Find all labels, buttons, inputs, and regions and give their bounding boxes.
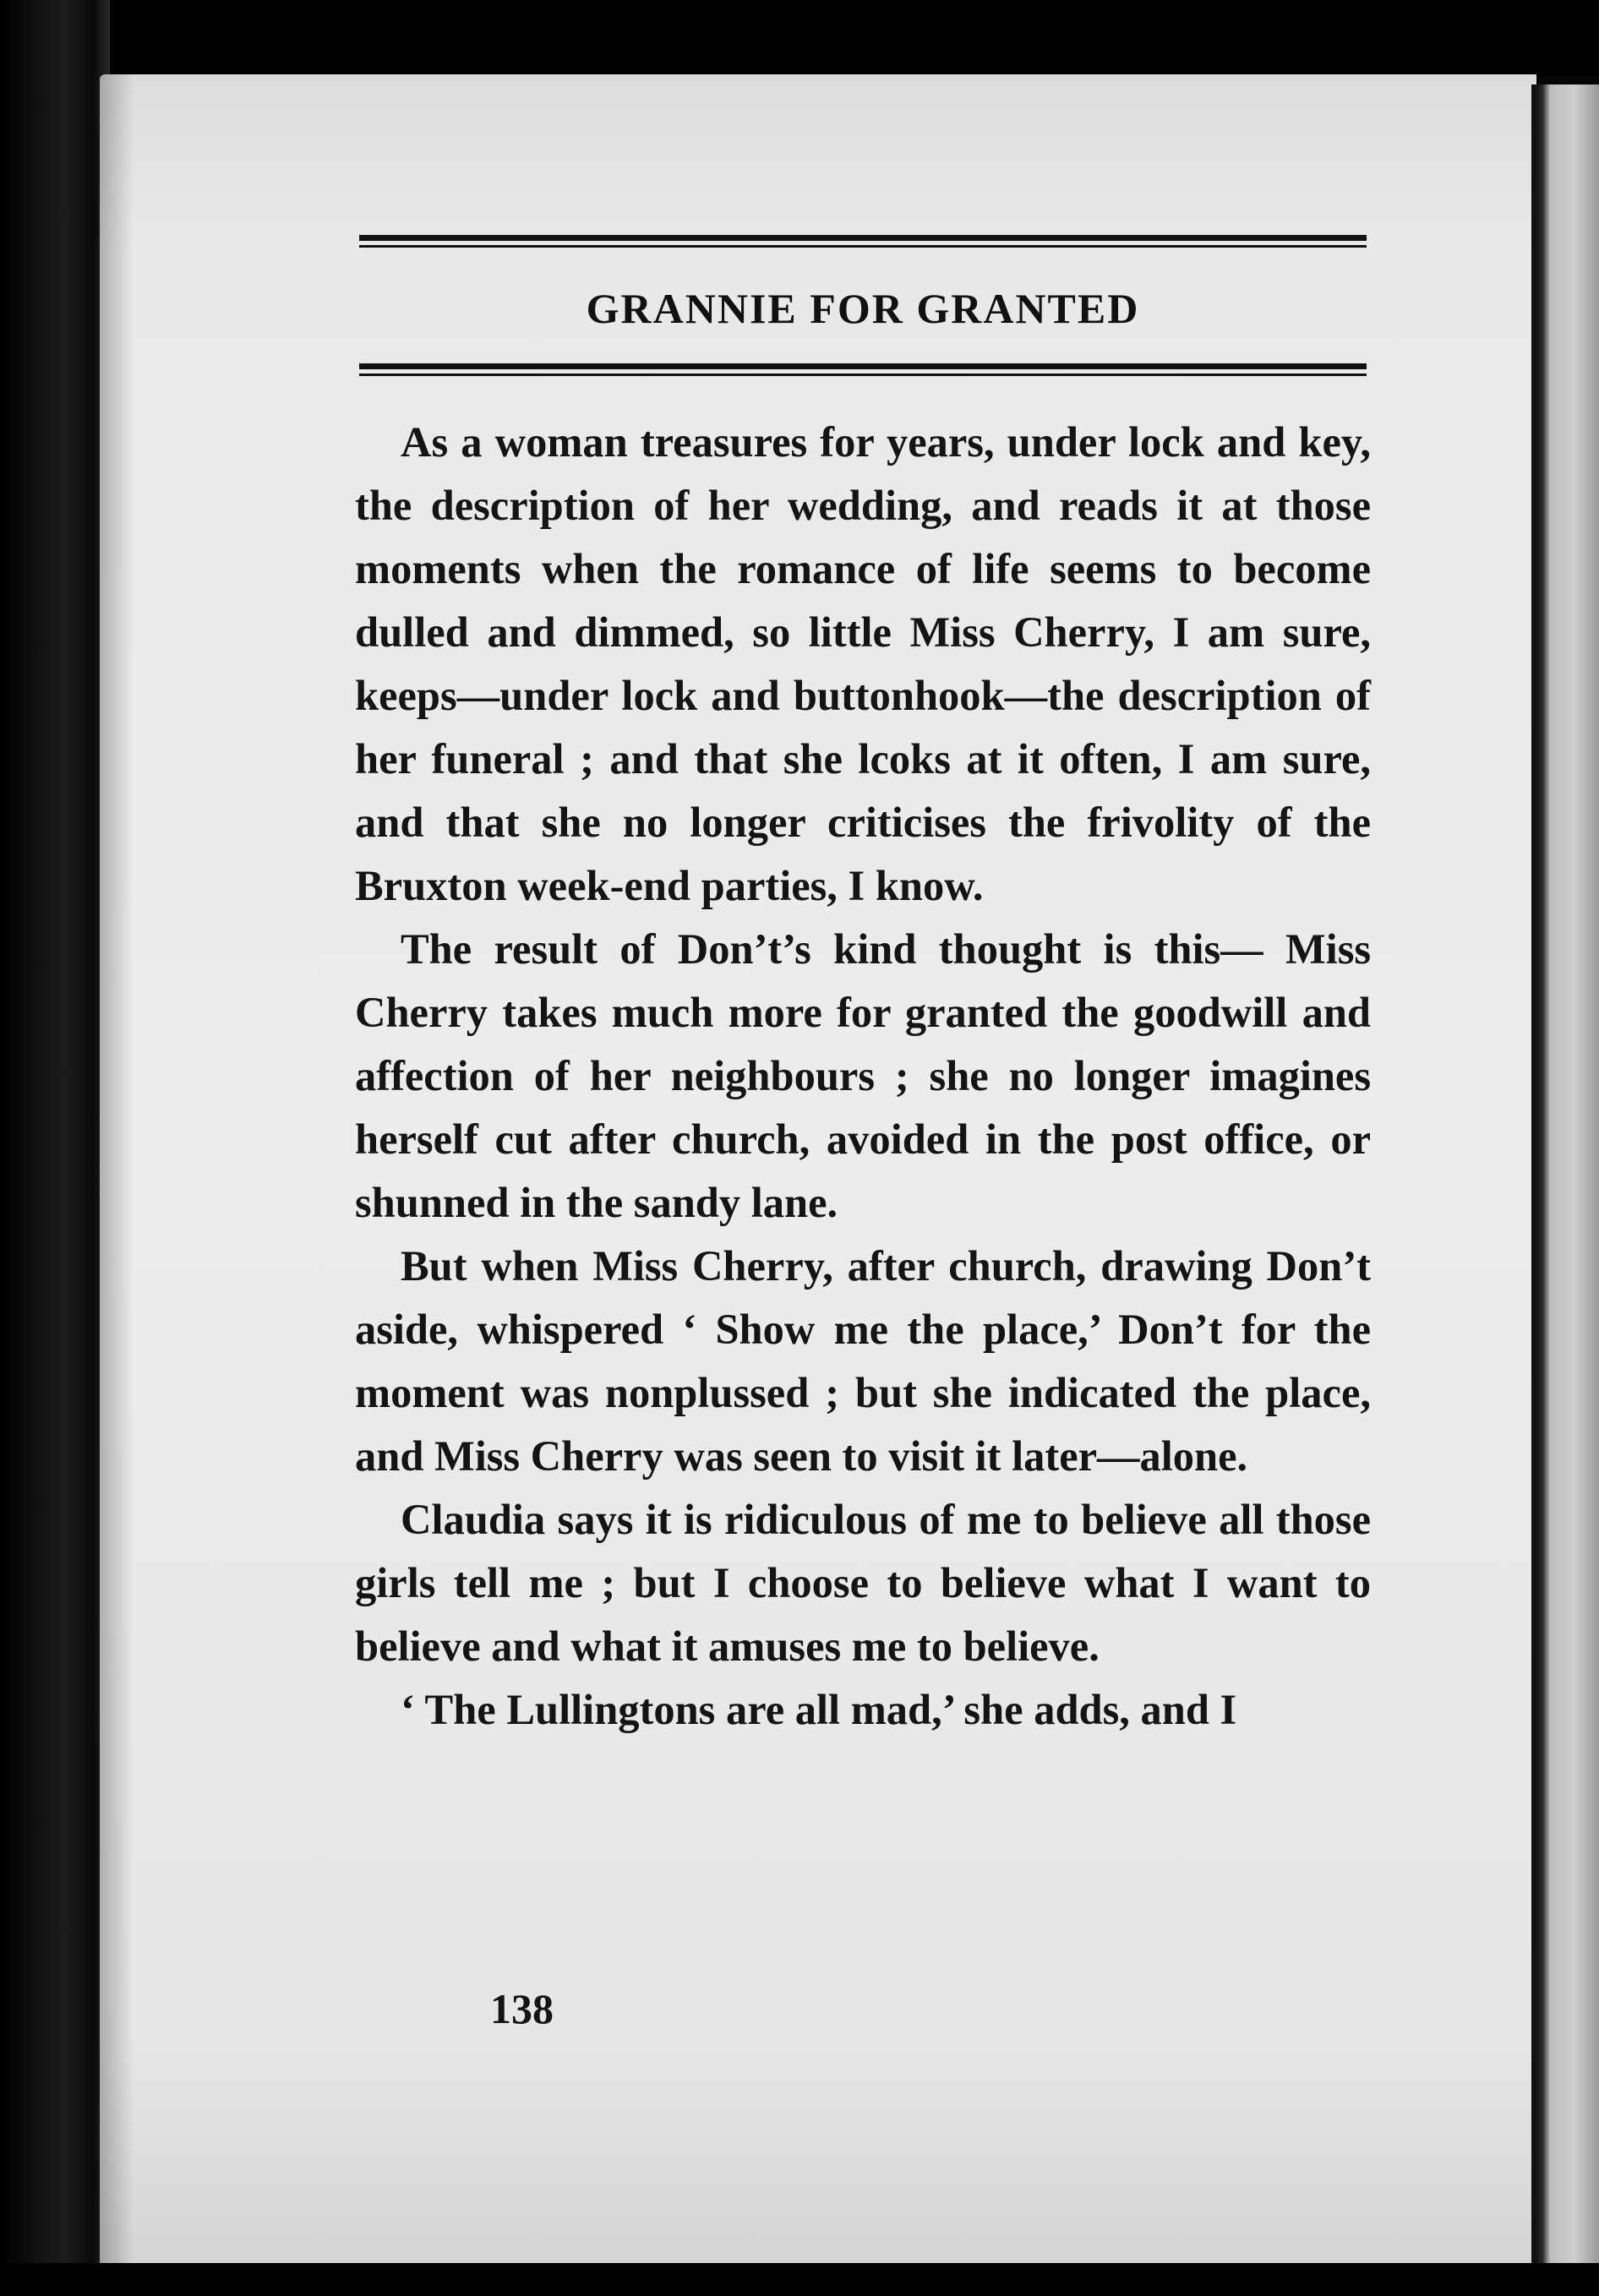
bottom-border <box>0 2263 1599 2296</box>
paragraph: As a woman treasures for years, under lock and key, the description of her wedding, and reads it at those moments when the romance of life seems to become dulled and dimmed, so little Miss Cherry, I am sure, keeps—under lock and buttonhook—the description of her funeral ; and that she lcoks at it often, I am sure, and that she no longer criticises the frivolity of the Bruxton week-end parties, I know. <box>355 418 1371 909</box>
paragraph: But when Miss Cherry, after church, drawing Don’t aside, whispered ‘ Show me the place,’ Don’t for the moment was nonplussed ; but she indicated the place, and Miss Cherry was seen to visit it later—alone. <box>355 1242 1371 1480</box>
paragraph-last: ‘ The Lullingtons are all mad,’ she adds, and I <box>401 1686 1237 1733</box>
paragraph: The result of Don’t’s kind thought is this— Miss Cherry takes much more for granted the goodwill and affection of her neighbours ; she no longer imagines herself cut after church, avoided in the post office, or shunned in the sandy lane. <box>355 925 1371 1226</box>
header-rule-bottom <box>359 363 1367 376</box>
book-binding <box>0 0 110 2296</box>
top-border <box>0 0 1599 76</box>
next-leaf-edge <box>1536 85 1599 2265</box>
page-number: 138 <box>490 1985 554 2032</box>
running-head: GRANNIE FOR GRANTED <box>586 285 1140 332</box>
paragraph: Claudia says it is ridiculous of me to believe all those girls tell me ; but I choose to believe what I want to believe and what it amuses me to believe. <box>355 1496 1371 1670</box>
header-rule-top <box>359 235 1367 248</box>
body-text <box>355 411 1371 1742</box>
page-shadow <box>100 74 134 2263</box>
